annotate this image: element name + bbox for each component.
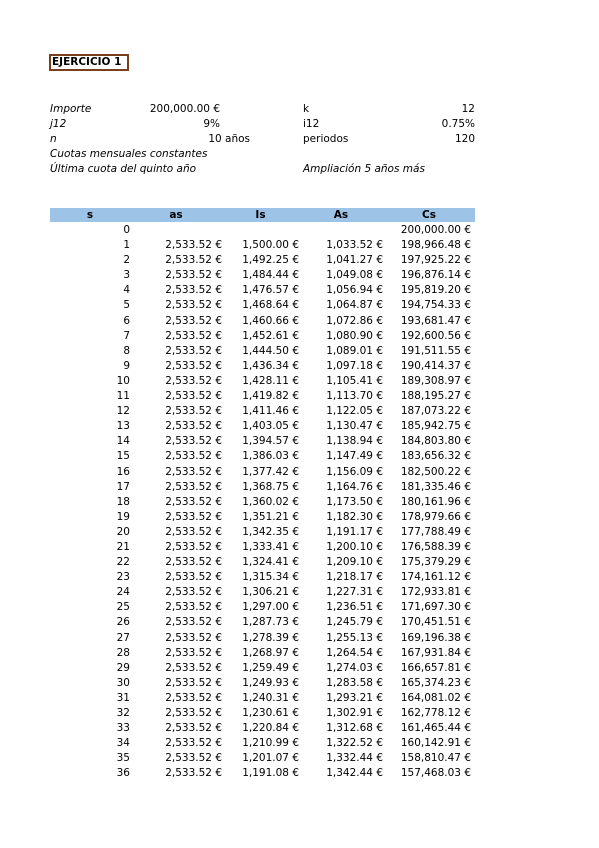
- cell-period: 1: [123, 239, 130, 252]
- cell-capital: 169,196.38 €: [400, 631, 471, 644]
- cell-capital: 172,933.81 €: [400, 586, 471, 599]
- table-row: [50, 691, 475, 706]
- cell-amortization: 1,302.91 €: [326, 707, 383, 719]
- cell-capital: 191,511.55 €: [400, 344, 471, 357]
- cell-interest: 1,230.61 €: [242, 707, 299, 719]
- cell-capital: 196,876.14 €: [400, 269, 471, 282]
- cell-payment: 2,533.52 €: [165, 314, 222, 327]
- cell-capital: 158,810.47 €: [400, 752, 471, 765]
- table-row: [50, 329, 475, 344]
- cell-amortization: 1,130.47 €: [326, 420, 383, 433]
- cell-interest: 1,297.00 €: [242, 601, 299, 614]
- cell-amortization: 1,342.44 €: [326, 767, 383, 780]
- table-row: [50, 615, 475, 630]
- cell-capital: 157,468.03 €: [400, 767, 471, 780]
- cell-capital: 200,000.00 €: [400, 224, 471, 236]
- table-row: [50, 706, 475, 721]
- cell-amortization: 1,089.01 €: [326, 344, 383, 357]
- note-cuotas: Cuotas mensuales constantes: [50, 148, 208, 160]
- cell-period: 33: [116, 722, 130, 735]
- cell-amortization: 1,332.44 €: [326, 752, 383, 765]
- header-as-amort: As: [333, 209, 349, 221]
- table-row: [50, 570, 475, 585]
- cell-interest: 1,342.35 €: [242, 525, 299, 538]
- cell-amortization: 1,033.52 €: [326, 239, 383, 252]
- n-label: n: [50, 133, 57, 145]
- cell-amortization: 1,322.52 €: [326, 737, 383, 750]
- cell-capital: 197,925.22 €: [400, 254, 471, 267]
- cell-period: 11: [116, 390, 130, 403]
- cell-capital: 170,451.51 €: [400, 616, 471, 629]
- cell-capital: 167,931.84 €: [400, 646, 471, 659]
- cell-period: 6: [123, 314, 130, 327]
- cell-amortization: 1,105.41 €: [326, 374, 383, 387]
- k-value: 12: [461, 103, 475, 115]
- cell-payment: 2,533.52 €: [165, 737, 222, 750]
- table-row: [50, 344, 475, 359]
- cell-capital: 188,195.27 €: [400, 390, 471, 403]
- table-row: [50, 480, 475, 495]
- table-row: [50, 766, 475, 781]
- cell-capital: 171,697.30 €: [400, 601, 471, 614]
- cell-period: 31: [116, 691, 130, 704]
- table-row: [50, 298, 475, 313]
- cell-capital: 190,414.37 €: [400, 359, 471, 372]
- importe-value: 200,000.00 €: [149, 103, 220, 115]
- table-row: [50, 449, 475, 464]
- cell-payment: 2,533.52 €: [165, 510, 222, 523]
- cell-interest: 1,377.42 €: [242, 465, 299, 478]
- note-ampliacion: Ampliación 5 años más: [303, 163, 425, 175]
- cell-capital: 198,966.48 €: [400, 239, 471, 252]
- table-row: [50, 646, 475, 661]
- cell-amortization: 1,245.79 €: [326, 616, 383, 629]
- cell-payment: 2,533.52 €: [165, 269, 222, 282]
- cell-interest: 1,324.41 €: [242, 556, 299, 569]
- cell-period: 34: [116, 737, 130, 750]
- cell-amortization: 1,255.13 €: [326, 631, 383, 644]
- cell-interest: 1,492.25 €: [242, 254, 299, 267]
- cell-amortization: 1,182.30 €: [326, 510, 383, 523]
- cell-interest: 1,428.11 €: [242, 374, 299, 387]
- cell-capital: 181,335.46 €: [400, 480, 471, 493]
- cell-payment: 2,533.52 €: [165, 767, 222, 780]
- cell-period: 7: [123, 329, 130, 342]
- cell-amortization: 1,274.03 €: [326, 661, 383, 674]
- table-row: [50, 585, 475, 600]
- cell-payment: 2,533.52 €: [165, 450, 222, 463]
- cell-amortization: 1,312.68 €: [326, 722, 383, 735]
- cell-amortization: 1,227.31 €: [326, 586, 383, 599]
- table-row: [50, 736, 475, 751]
- amortization-table-header: [50, 208, 475, 222]
- cell-amortization: 1,147.49 €: [326, 450, 383, 463]
- k-label: k: [303, 103, 310, 115]
- cell-payment: 2,533.52 €: [165, 571, 222, 584]
- cell-period: 5: [123, 299, 130, 312]
- cell-period: 10: [116, 374, 130, 387]
- cell-payment: 2,533.52 €: [165, 646, 222, 659]
- table-row: [50, 223, 475, 238]
- amortization-table-body: [50, 223, 475, 781]
- cell-capital: 183,656.32 €: [400, 450, 471, 463]
- cell-amortization: 1,264.54 €: [326, 646, 383, 659]
- cell-payment: 2,533.52 €: [165, 525, 222, 538]
- header-s: s: [86, 209, 94, 221]
- exercise-title: EJERCICIO 1: [49, 54, 129, 71]
- cell-interest: 1,419.82 €: [242, 390, 299, 403]
- cell-capital: 160,142.91 €: [400, 737, 471, 750]
- cell-period: 15: [116, 450, 130, 463]
- table-row: [50, 631, 475, 646]
- table-row: [50, 465, 475, 480]
- cell-interest: 1,386.03 €: [242, 450, 299, 463]
- cell-period: 4: [123, 284, 130, 297]
- cell-payment: 2,533.52 €: [165, 631, 222, 644]
- cell-payment: 2,533.52 €: [165, 586, 222, 599]
- cell-period: 0: [123, 224, 130, 236]
- table-row: [50, 525, 475, 540]
- cell-amortization: 1,191.17 €: [326, 525, 383, 538]
- cell-capital: 164,081.02 €: [400, 691, 471, 704]
- cell-payment: 2,533.52 €: [165, 495, 222, 508]
- i12-value: 0.75%: [441, 118, 475, 130]
- cell-period: 18: [116, 495, 130, 508]
- cell-interest: 1,278.39 €: [242, 631, 299, 644]
- cell-payment: 2,533.52 €: [165, 359, 222, 372]
- cell-interest: 1,259.49 €: [242, 661, 299, 674]
- cell-interest: 1,436.34 €: [242, 359, 299, 372]
- cell-period: 16: [116, 465, 130, 478]
- cell-amortization: 1,209.10 €: [326, 556, 383, 569]
- cell-period: 9: [123, 359, 130, 372]
- cell-amortization: 1,164.76 €: [326, 480, 383, 493]
- table-row: [50, 676, 475, 691]
- table-row: [50, 540, 475, 555]
- table-row: [50, 404, 475, 419]
- cell-interest: 1,368.75 €: [242, 480, 299, 493]
- header-as: as: [169, 209, 183, 221]
- table-row: [50, 283, 475, 298]
- cell-capital: 166,657.81 €: [400, 661, 471, 674]
- cell-amortization: 1,283.58 €: [326, 676, 383, 689]
- cell-interest: 1,351.21 €: [242, 510, 299, 523]
- cell-period: 28: [116, 646, 130, 659]
- table-row: [50, 661, 475, 676]
- i12-label: i12: [303, 118, 320, 130]
- cell-interest: 1,287.73 €: [242, 616, 299, 629]
- table-row: [50, 495, 475, 510]
- cell-capital: 187,073.22 €: [400, 405, 471, 418]
- cell-period: 8: [123, 344, 130, 357]
- cell-period: 17: [116, 480, 130, 493]
- cell-payment: 2,533.52 €: [165, 480, 222, 493]
- cell-payment: 2,533.52 €: [165, 254, 222, 267]
- cell-interest: 1,315.34 €: [242, 571, 299, 584]
- cell-amortization: 1,173.50 €: [326, 495, 383, 508]
- cell-amortization: 1,113.70 €: [326, 390, 383, 403]
- cell-period: 22: [116, 556, 130, 569]
- cell-interest: 1,210.99 €: [242, 737, 299, 750]
- cell-amortization: 1,072.86 €: [326, 314, 383, 327]
- cell-capital: 194,754.33 €: [400, 299, 471, 312]
- cell-payment: 2,533.52 €: [165, 465, 222, 478]
- cell-payment: 2,533.52 €: [165, 676, 222, 689]
- periodos-label: periodos: [303, 133, 349, 145]
- cell-interest: 1,191.08 €: [242, 767, 299, 780]
- cell-payment: 2,533.52 €: [165, 540, 222, 553]
- periodos-value: 120: [454, 133, 475, 145]
- cell-interest: 1,306.21 €: [242, 586, 299, 599]
- cell-period: 13: [116, 420, 130, 433]
- cell-capital: 185,942.75 €: [400, 420, 471, 433]
- cell-interest: 1,500.00 €: [242, 239, 299, 252]
- cell-period: 2: [123, 254, 130, 267]
- cell-payment: 2,533.52 €: [165, 752, 222, 765]
- cell-payment: 2,533.52 €: [165, 284, 222, 297]
- cell-capital: 192,600.56 €: [400, 329, 471, 342]
- cell-capital: 175,379.29 €: [400, 556, 471, 569]
- table-row: [50, 359, 475, 374]
- cell-interest: 1,411.46 €: [242, 405, 299, 418]
- cell-payment: 2,533.52 €: [165, 405, 222, 418]
- cell-payment: 2,533.52 €: [165, 601, 222, 614]
- cell-payment: 2,533.52 €: [165, 239, 222, 252]
- header-is: Is: [255, 209, 266, 221]
- cell-interest: 1,220.84 €: [242, 722, 299, 735]
- cell-period: 36: [116, 767, 130, 780]
- cell-period: 29: [116, 661, 130, 674]
- table-row: [50, 434, 475, 449]
- table-row: [50, 555, 475, 570]
- cell-payment: 2,533.52 €: [165, 435, 222, 448]
- cell-interest: 1,394.57 €: [242, 435, 299, 448]
- cell-amortization: 1,080.90 €: [326, 329, 383, 342]
- table-row: [50, 721, 475, 736]
- cell-interest: 1,468.64 €: [242, 299, 299, 312]
- cell-period: 12: [116, 405, 130, 418]
- cell-payment: 2,533.52 €: [165, 329, 222, 342]
- cell-payment: 2,533.52 €: [165, 344, 222, 357]
- cell-payment: 2,533.52 €: [165, 390, 222, 403]
- cell-period: 27: [116, 631, 130, 644]
- table-row: [50, 238, 475, 253]
- cell-payment: 2,533.52 €: [165, 420, 222, 433]
- cell-interest: 1,249.93 €: [242, 676, 299, 689]
- cell-period: 32: [116, 707, 130, 719]
- cell-capital: 193,681.47 €: [400, 314, 471, 327]
- cell-payment: 2,533.52 €: [165, 722, 222, 735]
- cell-capital: 189,308.97 €: [400, 374, 471, 387]
- cell-payment: 2,533.52 €: [165, 661, 222, 674]
- cell-period: 35: [116, 752, 130, 765]
- cell-capital: 184,803.80 €: [400, 435, 471, 448]
- importe-label: Importe: [50, 103, 92, 115]
- cell-period: 24: [116, 586, 130, 599]
- cell-payment: 2,533.52 €: [165, 299, 222, 312]
- cell-period: 19: [116, 510, 130, 523]
- cell-interest: 1,333.41 €: [242, 540, 299, 553]
- cell-capital: 165,374.23 €: [400, 676, 471, 689]
- cell-amortization: 1,049.08 €: [326, 269, 383, 282]
- table-row: [50, 419, 475, 434]
- cell-amortization: 1,293.21 €: [326, 691, 383, 704]
- cell-interest: 1,240.31 €: [242, 691, 299, 704]
- cell-interest: 1,403.05 €: [242, 420, 299, 433]
- cell-amortization: 1,056.94 €: [326, 284, 383, 297]
- cell-interest: 1,484.44 €: [242, 269, 299, 282]
- cell-amortization: 1,041.27 €: [326, 254, 383, 267]
- cell-capital: 182,500.22 €: [400, 465, 471, 478]
- table-row: [50, 374, 475, 389]
- cell-amortization: 1,156.09 €: [326, 465, 383, 478]
- table-row: [50, 751, 475, 766]
- cell-payment: 2,533.52 €: [165, 691, 222, 704]
- cell-payment: 2,533.52 €: [165, 374, 222, 387]
- cell-payment: 2,533.52 €: [165, 616, 222, 629]
- cell-capital: 162,778.12 €: [400, 707, 471, 719]
- cell-interest: 1,452.61 €: [242, 329, 299, 342]
- cell-amortization: 1,097.18 €: [326, 359, 383, 372]
- cell-period: 23: [116, 571, 130, 584]
- cell-interest: 1,444.50 €: [242, 344, 299, 357]
- cell-payment: 2,533.52 €: [165, 707, 222, 719]
- cell-capital: 177,788.49 €: [400, 525, 471, 538]
- cell-interest: 1,201.07 €: [242, 752, 299, 765]
- cell-period: 20: [116, 525, 130, 538]
- j12-value: 9%: [203, 118, 220, 130]
- cell-capital: 195,819.20 €: [400, 284, 471, 297]
- table-row: [50, 510, 475, 525]
- cell-period: 25: [116, 601, 130, 614]
- cell-payment: 2,533.52 €: [165, 556, 222, 569]
- table-row: [50, 389, 475, 404]
- cell-capital: 178,979.66 €: [400, 510, 471, 523]
- cell-amortization: 1,236.51 €: [326, 601, 383, 614]
- n-value: 10 años: [208, 133, 250, 145]
- cell-period: 14: [116, 435, 130, 448]
- j12-label: j12: [50, 118, 67, 130]
- note-ultima-cuota: Última cuota del quinto año: [50, 163, 197, 175]
- cell-capital: 180,161.96 €: [400, 495, 471, 508]
- cell-interest: 1,268.97 €: [242, 646, 299, 659]
- cell-capital: 161,465.44 €: [400, 722, 471, 735]
- table-row: [50, 268, 475, 283]
- table-row: [50, 253, 475, 268]
- cell-interest: 1,360.02 €: [242, 495, 299, 508]
- cell-interest: 1,460.66 €: [242, 314, 299, 327]
- table-row: [50, 600, 475, 615]
- cell-period: 21: [116, 540, 130, 553]
- cell-capital: 174,161.12 €: [400, 571, 471, 584]
- cell-amortization: 1,218.17 €: [326, 571, 383, 584]
- header-cs: Cs: [422, 209, 436, 221]
- cell-period: 30: [116, 676, 130, 689]
- cell-amortization: 1,200.10 €: [326, 540, 383, 553]
- cell-period: 26: [116, 616, 130, 629]
- cell-amortization: 1,064.87 €: [326, 299, 383, 312]
- cell-period: 3: [123, 269, 130, 282]
- cell-amortization: 1,122.05 €: [326, 405, 383, 418]
- cell-capital: 176,588.39 €: [400, 540, 471, 553]
- table-row: [50, 314, 475, 329]
- cell-amortization: 1,138.94 €: [326, 435, 383, 448]
- cell-interest: 1,476.57 €: [242, 284, 299, 297]
